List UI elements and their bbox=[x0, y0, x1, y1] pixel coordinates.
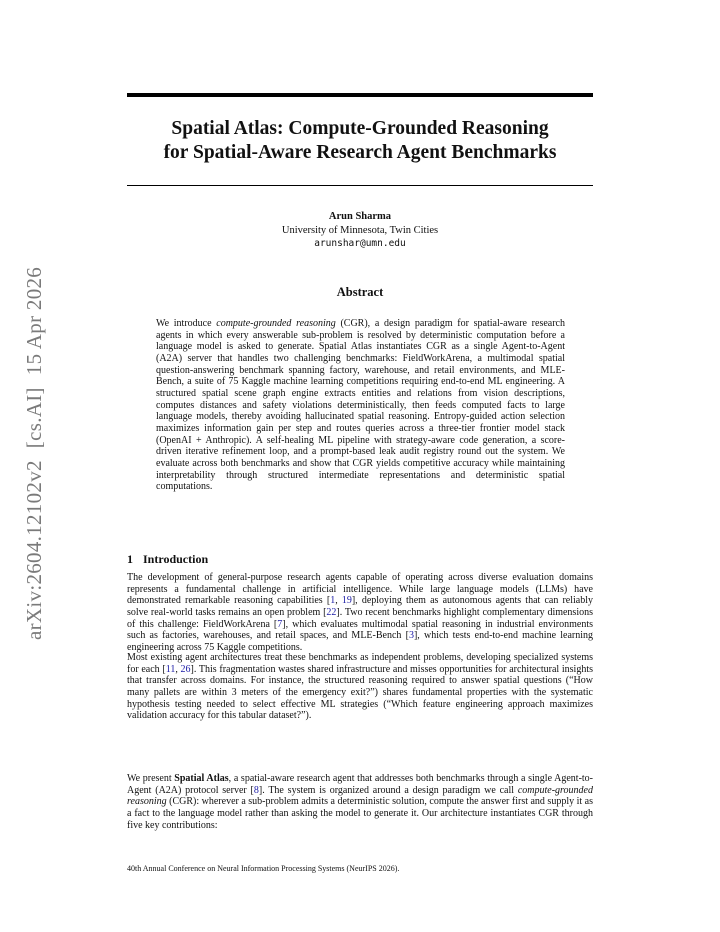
abstract-heading: Abstract bbox=[336, 285, 384, 299]
author-email[interactable]: arunshar@umn.edu bbox=[314, 238, 406, 249]
arxiv-id: arXiv:2604.12102v2 bbox=[22, 460, 46, 640]
paper-title bbox=[127, 117, 593, 165]
intro-paragraph-1: The development of general-purpose research agents capable of operating across diverse evaluation domains represents a fundamental challenge in artificial intelligence. While large language models (LLMs) have demonstrated remarkable reasoning capabilities [1, 19], deploying them as autonomous agents that can reliably solve real-world tasks remains an open problem [22]. Two recent benchmarks highlight complementary dimensions of this challenge: FieldWorkArena [7], which evaluates multimodal spatial reasoning in industrial environments such as factories, warehouses, and retail spaces, and MLE-Bench [3], which tests end-to-end machine learning engineering across 75 Kaggle competitions. bbox=[127, 572, 594, 653]
title-line-1: Spatial Atlas: Compute-Grounded Reasoning bbox=[171, 118, 549, 139]
arxiv-category: [cs.AI] bbox=[22, 387, 46, 449]
author-affiliation: University of Minnesota, Twin Cities bbox=[281, 224, 439, 236]
title-top-rule bbox=[127, 93, 593, 97]
citation-link[interactable]: 7 bbox=[277, 618, 283, 630]
intro-paragraph-3: We present Spatial Atlas, a spatial-aware research agent that addresses both benchmarks through a single Agent-to-Agent (A2A) protocol server [8]. The system is organized around a design paradigm we call compute-grounded reasoning (CGR): wherever a sub-problem admits a deterministic solution, compute the answer first and supply it as a fact to the language model rather than asking the model to generate it. Our architecture instantiates CGR through five key contributions: bbox=[127, 773, 594, 831]
title-bottom-rule bbox=[127, 185, 593, 186]
citation-link[interactable]: 22 bbox=[326, 606, 337, 618]
intro-paragraph-2: Most existing agent architectures treat these benchmarks as independent problems, developing specialized systems for each [11, 26]. This fragmentation wastes shared infrastructure and misses opportunities for architectural insights that transfer across domains. For instance, the structured reasoning required to answer spatial questions (“How many pallets are within 3 meters of the emergency exit?”) shares fundamental properties with the systematic hypothesis testing needed to select effective ML strategies (“Which feature engineering approach maximizes validation accuracy for this tabular dataset?”). bbox=[127, 652, 593, 722]
author-block bbox=[127, 210, 593, 251]
citation-link[interactable]: 26 bbox=[180, 663, 191, 675]
title-line-2: for Spatial-Aware Research Agent Benchmarks bbox=[163, 142, 557, 163]
citation-link[interactable]: 1 bbox=[330, 595, 336, 607]
citation-link[interactable]: 8 bbox=[253, 784, 259, 796]
arxiv-stamp bbox=[22, 255, 47, 640]
section-heading bbox=[127, 552, 208, 567]
author-name: Arun Sharma bbox=[328, 211, 392, 222]
abstract-term: compute-grounded reasoning bbox=[216, 318, 336, 329]
citation-link[interactable]: 19 bbox=[341, 595, 352, 607]
citation-link[interactable]: 3 bbox=[408, 630, 414, 642]
section-number: 1 bbox=[127, 552, 133, 566]
paradigm-term: compute-grounded reasoning bbox=[127, 784, 593, 808]
system-name: Spatial Atlas bbox=[174, 773, 229, 784]
section-title: Introduction bbox=[143, 552, 209, 566]
arxiv-date: 15 Apr 2026 bbox=[22, 266, 46, 376]
citation-link[interactable]: 11 bbox=[165, 663, 176, 675]
abstract-text: We introduce compute-grounded reasoning (CGR), a design paradigm for spatial-aware research agents in which every answerable sub-problem is resolved by deterministic computation before a language model is asked to generate. Spatial Atlas instantiates CGR as a single Agent-to-Agent (A2A) server that handles two challenging benchmarks: FieldWorkArena, a multimodal spatial question-answering benchmark spanning factory, warehouse, and retail environments, and MLE-Bench, a suite of 75 Kaggle machine learning competitions requiring end-to-end ML engineering. A structured spatial scene graph engine extracts entities and relations from vision descriptions, computes distances and safety violations deterministically, then feeds computed facts to large language models, thereby avoiding hallucinated spatial reasoning. Entropy-guided action selection maximizes information gain per step and routes queries across a three-tier frontier model stack (OpenAI + Anthropic). A self-healing ML pipeline with strategy-aware code generation, a score-driven iterative refinement loop, and a prompt-based leak audit registry round out the system. We evaluate across both benchmarks and show that CGR yields competitive accuracy while maintaining interpretability through structured intermediate representations and deterministic spatial computations. bbox=[156, 318, 565, 493]
conference-footnote: 40th Annual Conference on Neural Information Processing Systems (NeurIPS 2026). bbox=[127, 864, 400, 873]
